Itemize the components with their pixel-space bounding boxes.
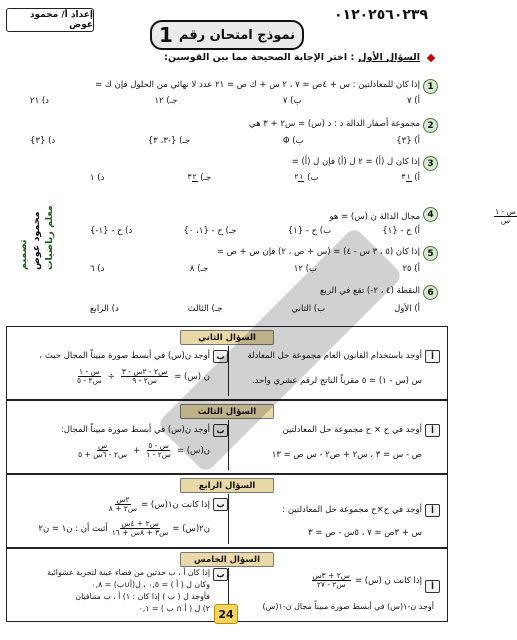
- choice[interactable]: ب) ١٢: [293, 264, 317, 274]
- q5-a-line1: [312, 572, 422, 589]
- fraction: [402, 173, 412, 182]
- q2-b-text: أوجد ن(س) في أبسط صورة مبيناً المجال حيث ،: [39, 351, 210, 361]
- q5-b-line: إذا كان أ ، ب حدثين من فضاء عينة لتجربة عشوائية: [47, 568, 210, 577]
- q1-item-text: إذا كان للمعادلتين : س + ٤ص = ٧ ، ٢ س + ك ص = ٢١ عدد لا نهائي من الحلول فإن ك =: [95, 80, 420, 90]
- exam-title: [150, 20, 304, 50]
- choice[interactable]: ب) ٧: [282, 96, 302, 106]
- fraction: [112, 520, 169, 537]
- q2-b-lhs: ن (س) =: [174, 371, 210, 382]
- choice[interactable]: ب) الثاني: [291, 304, 326, 314]
- fraction: [146, 442, 171, 459]
- q1-item-number: 1: [423, 79, 438, 94]
- choice[interactable]: جـ) ٢٣: [187, 172, 212, 183]
- fraction-numerator: س - ١: [495, 207, 516, 216]
- fraction-denominator: س٣ + ٨س + ١٦: [111, 528, 169, 537]
- q5-b-line: ٢) ل ( أ ∩ ب ) = ٠,١: [138, 604, 210, 613]
- fraction-numerator: ١: [406, 172, 411, 181]
- fraction-denominator: س٢ - ٩: [132, 376, 157, 385]
- fraction: [294, 173, 304, 182]
- q2-b-tag: ب: [213, 350, 228, 363]
- fraction-numerator: ٢: [192, 172, 197, 181]
- q4-b-text3: أثبت أن : ن١ = ن٢: [38, 523, 108, 534]
- choice[interactable]: أ) ح - {١}: [382, 226, 420, 236]
- q5-b-line: فأوجد ل ( ب ) إذا كان : ١) أ ، ب متنافيان: [75, 592, 210, 601]
- exam-title-text: نموذج امتحان رقم: [178, 27, 296, 43]
- q3-b-tag: ب: [213, 424, 228, 437]
- fraction-numerator: س: [98, 441, 108, 450]
- fraction-denominator: س٢ - ٦س + ٥: [78, 450, 128, 459]
- q4-b-text: إذا كانت ن١(س) =: [141, 499, 210, 510]
- choice[interactable]: د) ٢١: [30, 96, 49, 106]
- q4-a-eq: س + ٣ص = ٧ ، ٥س - ص = ٣: [308, 528, 422, 538]
- fraction-denominator: ٢: [294, 172, 299, 181]
- q1-item-choices: [90, 226, 420, 236]
- fraction-numerator: س٢ - ٢س - ٣: [121, 367, 168, 376]
- q2-b-expression: [77, 368, 210, 385]
- q2-a-eq: س (س - ١) = ٥ مقرباً الناتج لرقم عشري واحد.: [251, 376, 422, 386]
- choice[interactable]: أ) الأول: [394, 304, 420, 314]
- fraction-numerator: س٢ + ٣س: [312, 571, 350, 580]
- q3-a-tag: أ: [425, 424, 440, 437]
- side-label-line: معلم رياضيات: [44, 205, 55, 270]
- q3-a-eq: ص - س = ٣ ، س٢ + ص٢ - س ص = ١٣: [271, 450, 422, 460]
- fraction: [77, 368, 102, 385]
- choice[interactable]: د) ١: [90, 173, 105, 183]
- q2-divider: [228, 346, 229, 396]
- q5-b-line: وكان ل ( أ ) = ٠,٥ ، ل(أ∪ب) = ٠,٨: [91, 580, 210, 589]
- q3-a-text: أوجد في ح × ح مجموعة حل المعادلتين: [282, 425, 422, 435]
- q3-b-expression: [78, 442, 210, 459]
- diamond-bullet-icon: [427, 53, 435, 61]
- fraction: [494, 208, 517, 225]
- q3-b-lhs: ن(س) =: [176, 445, 210, 456]
- q4-b-text2: ن٢(س) =: [172, 523, 210, 534]
- q5-a-text2: أوجد ن-١(س) في أبسط صورة مبيناً مجال ن-١(س): [262, 602, 434, 611]
- fraction-denominator: س٢ - ٢٧: [316, 580, 346, 589]
- phone-number: ٠١٢٠٢٥٦٠٢٣٩: [334, 7, 428, 23]
- q5-a-text: إذا كانت ن (س) =: [354, 575, 422, 586]
- fraction-numerator: ١: [299, 172, 304, 181]
- q4-a-text: أوجد في ح×ح مجموعة حل المعادلتين :: [282, 505, 422, 515]
- q1-item-number: 5: [423, 246, 438, 261]
- q1-instruction: : اختر الإجابة الصحيحة مما بين القوسين:: [164, 52, 355, 63]
- side-label-line: تصميم: [18, 239, 29, 270]
- q2-a-text: أوجد باستخدام القانون العام مجموعة حل المعادلة: [247, 351, 422, 361]
- fraction: [312, 572, 351, 589]
- q2-a-tag: أ: [425, 350, 440, 363]
- choice[interactable]: جـ) ١٢: [154, 96, 178, 106]
- choice[interactable]: أ) ٢٥: [402, 264, 420, 274]
- choice[interactable]: جـ) ٨: [189, 264, 209, 274]
- fraction-denominator: ٣: [187, 172, 192, 181]
- q4-b-line2: [38, 520, 210, 537]
- fraction-numerator: ٢س: [116, 495, 130, 504]
- choice[interactable]: ب) Φ: [282, 136, 304, 146]
- q1-item-choices: [30, 136, 420, 146]
- q1-item-number: 2: [423, 118, 438, 133]
- fraction-denominator: س: [500, 216, 511, 225]
- fraction-numerator: س - ١: [79, 367, 100, 376]
- choice[interactable]: جـ) الثالث: [187, 304, 223, 314]
- q5-b-tag: ب: [213, 568, 228, 581]
- fraction: [121, 368, 168, 385]
- fraction: [187, 173, 197, 182]
- q5-a-tag: أ: [425, 580, 440, 593]
- q3-divider: [228, 420, 229, 470]
- fraction-denominator: س٢ - ٥: [77, 376, 102, 385]
- choice[interactable]: ب) ح - {١}: [287, 226, 332, 236]
- designer-side-label: [18, 170, 58, 270]
- choice[interactable]: د) {٣}: [30, 136, 56, 146]
- choice[interactable]: جـ) {-٣، ٣}: [147, 136, 191, 146]
- choice[interactable]: ب) ١٢: [294, 172, 319, 183]
- q4-a-tag: أ: [425, 504, 440, 517]
- q2-title: السؤال الثاني: [180, 330, 274, 345]
- q4-divider: [228, 494, 229, 544]
- q1-item-number: 3: [423, 156, 438, 171]
- q1-section-label: السؤال الأول: [358, 52, 420, 63]
- choice[interactable]: د) الرابع: [90, 304, 119, 314]
- q4-b-tag: ب: [213, 498, 228, 511]
- q1-heading: [164, 52, 434, 63]
- q1-item-choices: [90, 173, 420, 183]
- q3-b-text: أوجد ن(س) في أبسط صورة مبيناً المجال:: [60, 425, 210, 435]
- q1-item-choices: [90, 264, 420, 274]
- choice[interactable]: د) ٦: [90, 264, 105, 274]
- q4-b-line1: [109, 496, 210, 513]
- choice[interactable]: جـ) ح - {١، ٠}: [183, 226, 237, 236]
- q1-item-text-part: مجال الدالة ن (س) = هو: [329, 212, 420, 222]
- q3-title: السؤال الثالث: [180, 404, 274, 419]
- q4-title: السؤال الرابع: [180, 478, 274, 493]
- operator: +: [133, 445, 141, 456]
- q1-item-text: النقطة (٤ ، ٢-) تقع في الربع: [319, 286, 420, 296]
- exam-title-number: 1: [158, 23, 173, 47]
- author-label: إعداد أ/ محمود عوض: [6, 8, 94, 32]
- page-number: 24: [214, 604, 238, 624]
- q1-item-number: 6: [423, 285, 438, 300]
- q1-item-text: إذا كان ل (أ) = ٢ ل (أ) فإن ل (أ) =: [291, 157, 420, 167]
- side-label-line: محمود عوض: [31, 211, 42, 270]
- fraction: [109, 496, 137, 513]
- fraction-denominator: س٢ - ١: [146, 450, 171, 459]
- q1-item-choices: [90, 304, 420, 314]
- choice[interactable]: أ) {٣}: [396, 136, 420, 146]
- fraction-denominator: ٣: [401, 172, 406, 181]
- fraction-numerator: س - ٥: [148, 441, 169, 450]
- choice[interactable]: أ) ٧: [407, 96, 420, 106]
- fraction-denominator: س٢ + ٨: [108, 504, 138, 513]
- q1-item-choices: [30, 96, 420, 106]
- fraction: [78, 442, 127, 459]
- q1-item-text: إذا كان (٥ ، ٣ س - ٤) = (س + ص ، ٢) فإن س + ص =: [216, 247, 420, 257]
- choice[interactable]: أ) ١٣: [401, 172, 420, 183]
- operator: ÷: [107, 371, 115, 382]
- q5-title: السؤال الخامس: [180, 552, 274, 567]
- q1-item-number: 4: [423, 207, 438, 222]
- choice[interactable]: د) ح - {١-}: [90, 226, 133, 236]
- fraction-numerator: س٢ + ٤س: [121, 519, 159, 528]
- q1-item-text: مجموعة أصفار الدالة د : د (س) = س٢ + ٣ هي: [249, 119, 420, 129]
